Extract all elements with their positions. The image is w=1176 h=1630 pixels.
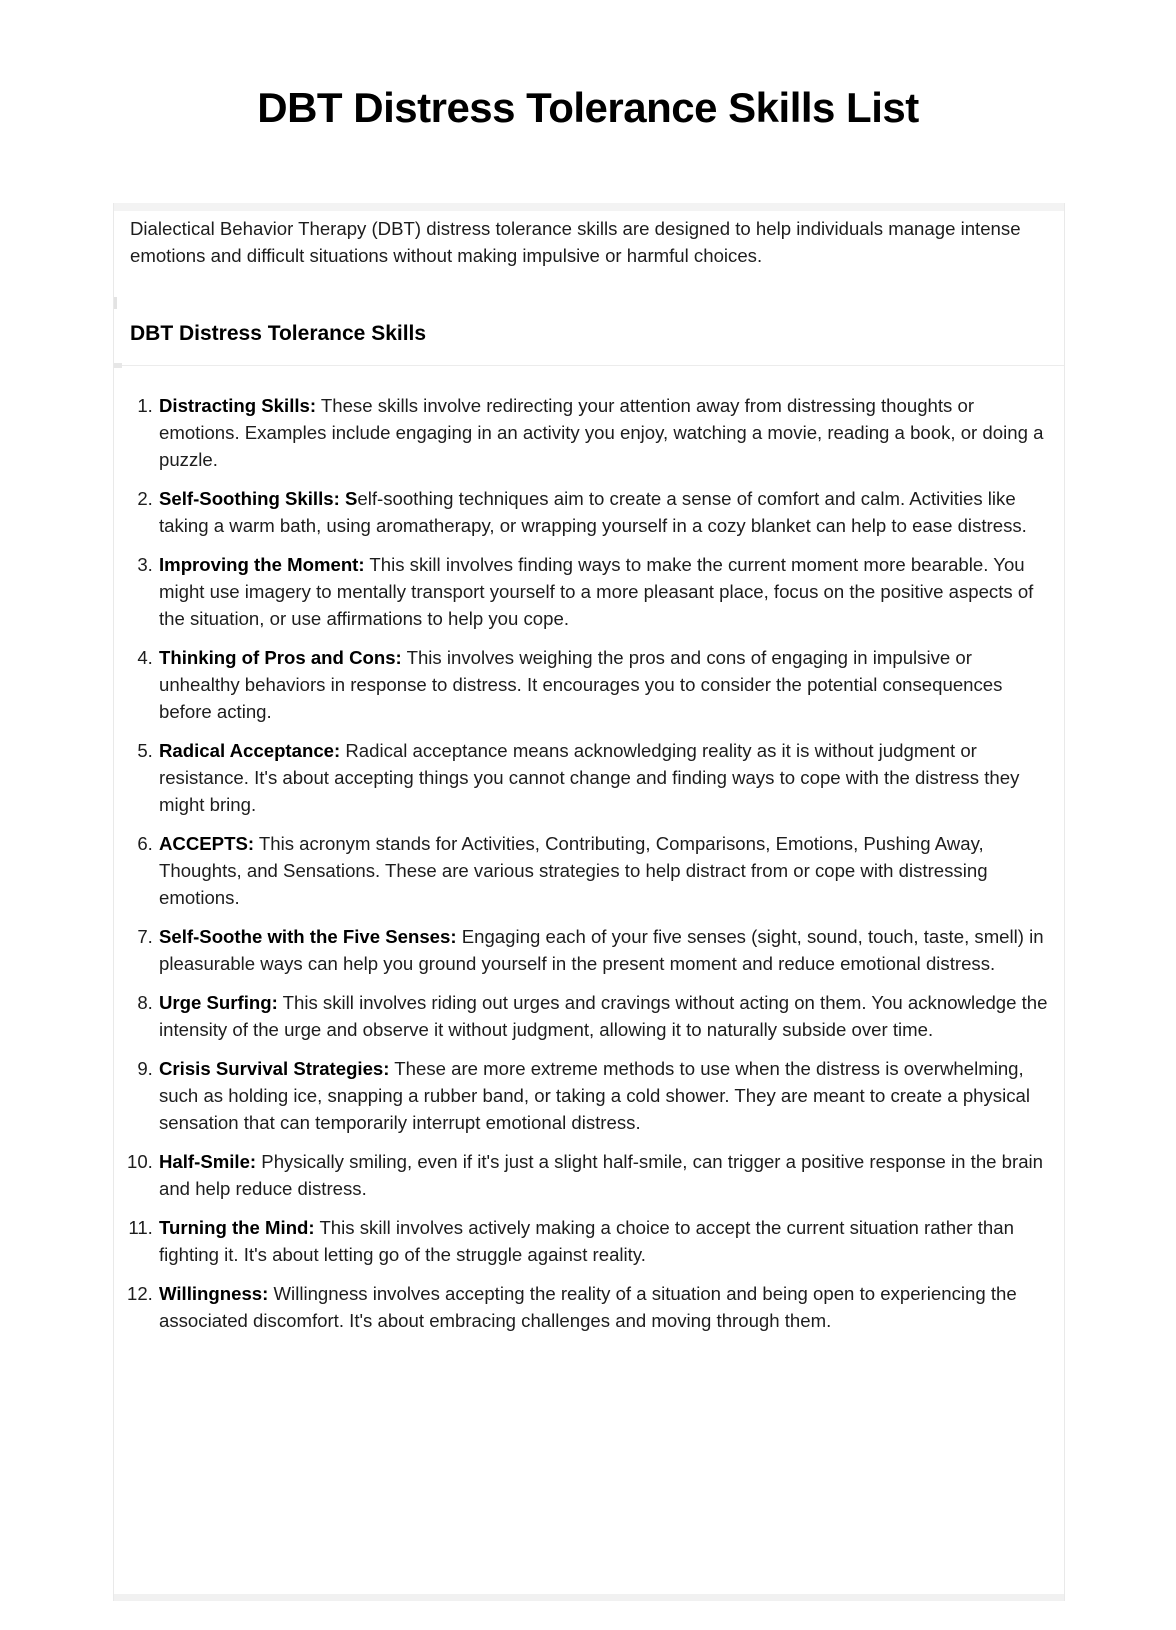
skill-label: Distracting Skills: <box>159 395 317 416</box>
intro-paragraph: Dialectical Behavior Therapy (DBT) distress tolerance skills are designed to help individuals manage intense emotions and difficult situations without making impulsive or harmful choices. <box>130 218 1021 266</box>
skill-label: Crisis Survival Strategies: <box>159 1058 390 1079</box>
skill-item <box>158 737 1052 818</box>
skill-description: Physically smiling, even if it's just a slight half-smile, can trigger a positive response in the brain and help reduce distress. <box>159 1151 1044 1199</box>
skill-description: Willingness involves accepting the reality of a situation and being open to experiencing the associated discomfort. It's about embracing challenges and moving through them. <box>159 1283 1017 1331</box>
card-bottom-edge <box>114 1594 1064 1601</box>
skill-label: Improving the Moment: <box>159 554 365 575</box>
skill-item <box>158 644 1052 725</box>
skill-item <box>158 1214 1052 1268</box>
skill-item <box>158 923 1052 977</box>
skill-label: Urge Surfing: <box>159 992 278 1013</box>
skill-description: These skills involve redirecting your attention away from distressing thoughts or emotions. Examples include engaging in an activity you enjoy, watching a movie, reading a book, or doing a puzzle. <box>159 395 1044 470</box>
skill-item <box>158 1055 1052 1136</box>
skill-label: Thinking of Pros and Cons: <box>159 647 402 668</box>
skill-description: This skill involves finding ways to make the current moment more bearable. You might use imagery to mentally transport yourself to a more pleasant place, focus on the positive aspects of the situation, or use affirmations to help you cope. <box>159 554 1034 629</box>
skills-list <box>114 392 1064 1334</box>
document-card <box>113 203 1065 1601</box>
skill-description: elf-soothing techniques aim to create a sense of comfort and calm. Activities like taking a warm bath, using aromatherapy, or wrapping yourself in a cozy blanket can help to ease distress. <box>159 488 1027 536</box>
skill-item <box>158 1148 1052 1202</box>
section-heading: DBT Distress Tolerance Skills <box>130 322 427 345</box>
skill-item <box>158 392 1052 473</box>
skill-description: This acronym stands for Activities, Contributing, Comparisons, Emotions, Pushing Away, Thoughts, and Sensations. These are various strategies to help distract from or cope with distressing emotions. <box>159 833 988 908</box>
skill-label: Radical Acceptance: <box>159 740 341 761</box>
skill-item <box>158 989 1052 1043</box>
skill-label: Turning the Mind: <box>159 1217 315 1238</box>
skill-item <box>158 1280 1052 1334</box>
skill-description: These are more extreme methods to use when the distress is overwhelming, such as holding ice, snapping a rubber band, or taking a cold shower. They are meant to create a physical sensation that can temporarily interrupt emotional distress. <box>159 1058 1030 1133</box>
skill-description: Radical acceptance means acknowledging reality as it is without judgment or resistance. It's about accepting things you cannot change and finding ways to cope with the distress they might bring. <box>159 740 1020 815</box>
skill-description: This involves weighing the pros and cons of engaging in impulsive or unhealthy behaviors in response to distress. It encourages you to consider the potential consequences before acting. <box>159 647 1003 722</box>
skill-description: This skill involves actively making a choice to accept the current situation rather than fighting it. It's about letting go of the struggle against reality. <box>159 1217 1014 1265</box>
page-title: DBT Distress Tolerance Skills List <box>257 84 919 131</box>
skill-label: Half-Smile: <box>159 1151 257 1172</box>
skill-label: ACCEPTS: <box>159 833 255 854</box>
skill-item <box>158 551 1052 632</box>
skill-item <box>158 830 1052 911</box>
card-top-edge <box>114 203 1064 211</box>
skill-label: Self-Soothe with the Five Senses: <box>159 926 457 947</box>
section-divider <box>119 365 1064 366</box>
block-boundary-tick <box>114 297 117 309</box>
skill-description: This skill involves riding out urges and cravings without acting on them. You acknowledge the intensity of the urge and observe it without judgment, allowing it to naturally subside over time. <box>159 992 1048 1040</box>
skill-label: Willingness: <box>159 1283 269 1304</box>
skill-item <box>158 485 1052 539</box>
skill-label: Self-Soothing Skills: S <box>159 488 358 509</box>
skill-description: Engaging each of your five senses (sight, sound, touch, taste, smell) in pleasurable ways can help you ground yourself in the present moment and reduce emotional distress. <box>159 926 1044 974</box>
